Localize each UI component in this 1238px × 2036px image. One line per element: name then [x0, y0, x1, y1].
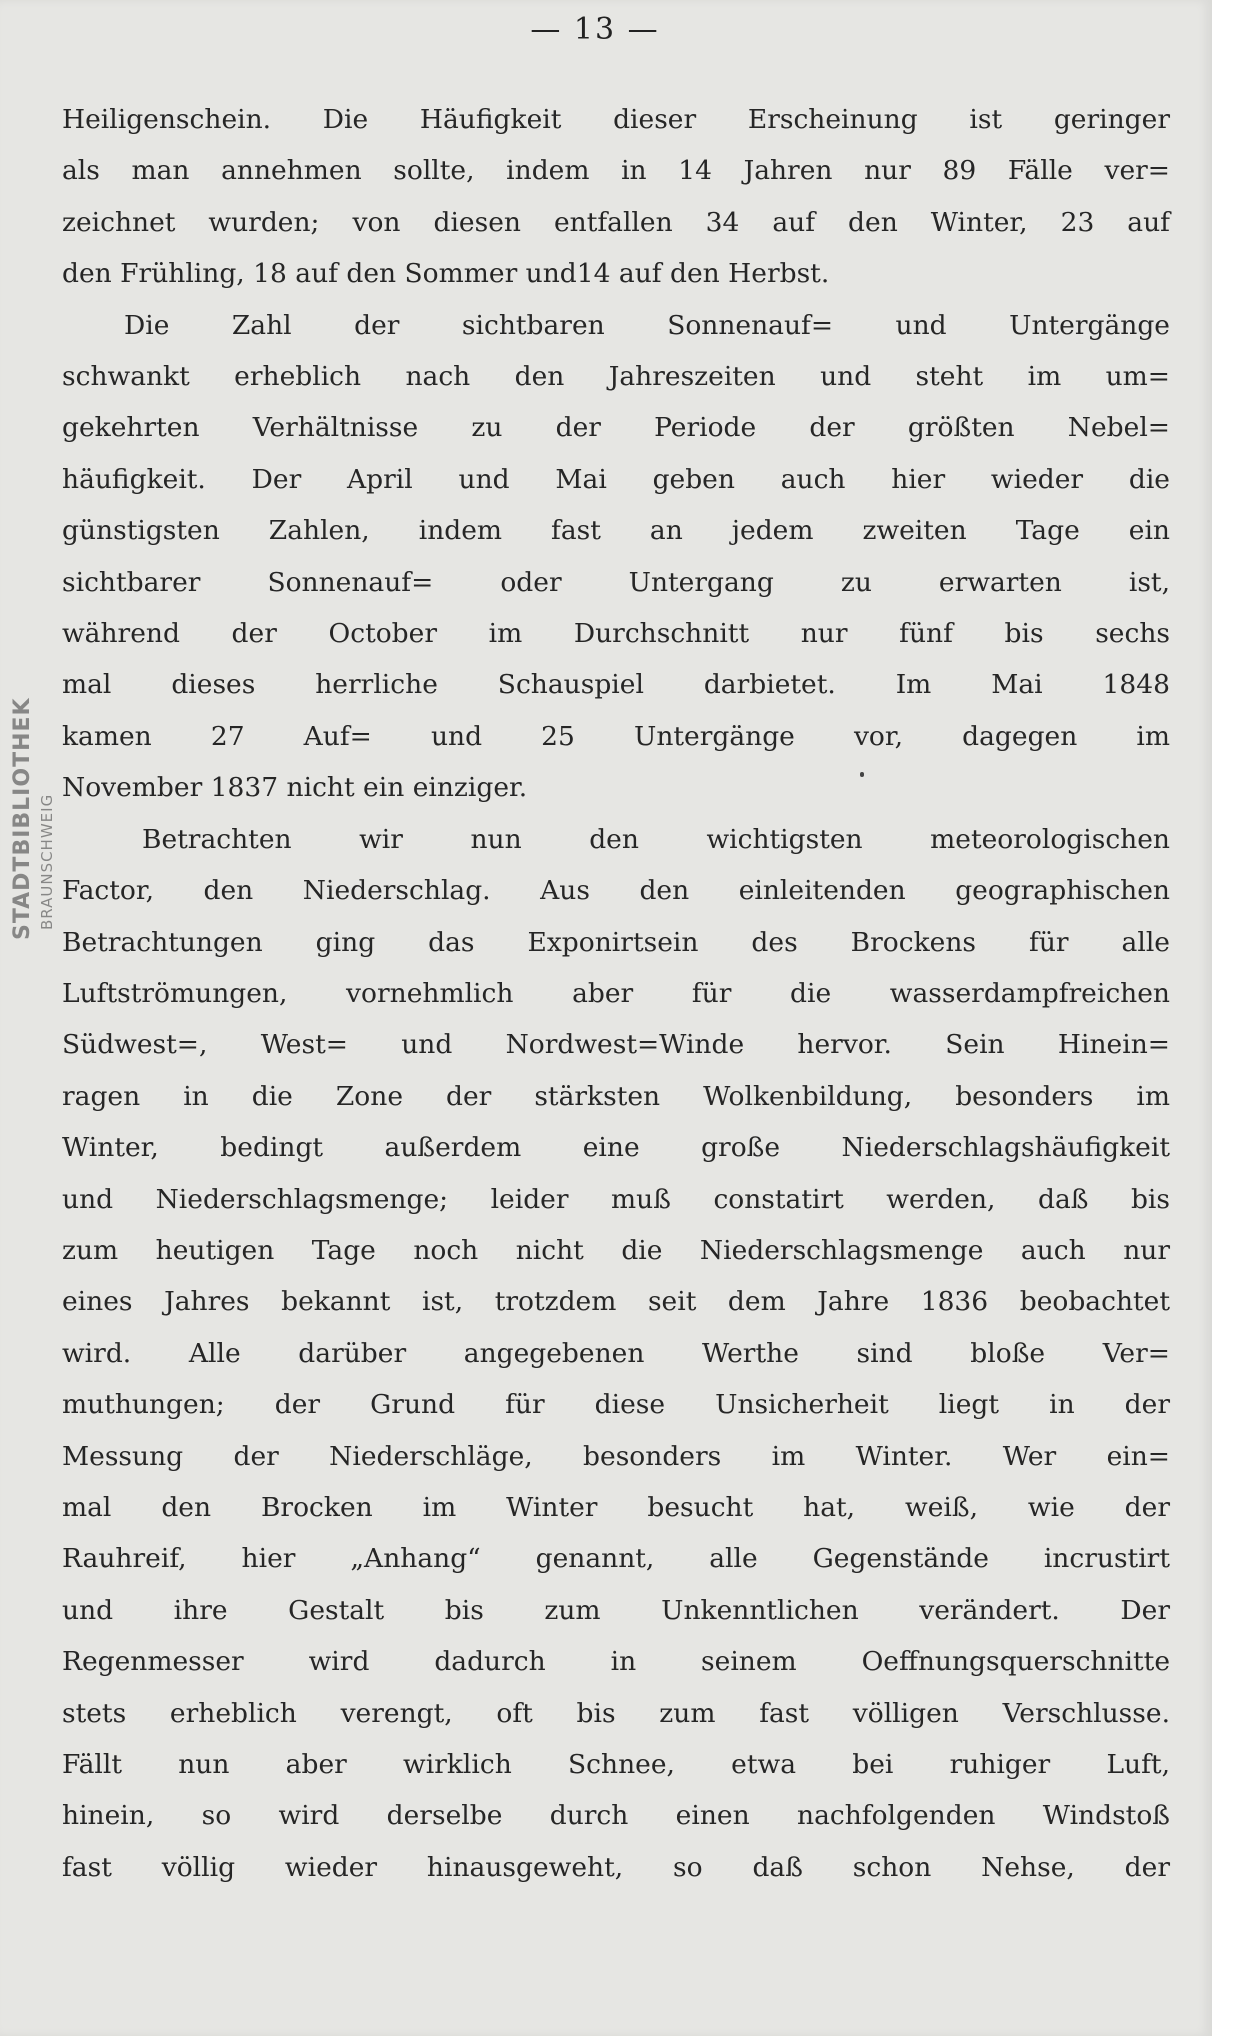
text-line: mal dieses herrliche Schauspiel darbietet. Im Mai 1848 — [62, 669, 1170, 701]
text-line: Regenmesser wird dadurch in seinem Oeffnungsquerschnitte — [62, 1646, 1170, 1678]
text-line: Rauhreif, hier „Anhang“ genannt, alle Gegenstände incrustirt — [62, 1543, 1170, 1575]
text-line: eines Jahres bekannt ist, trotzdem seit dem Jahre 1836 beobachtet — [62, 1286, 1170, 1318]
text-line: zum heutigen Tage noch nicht die Niederschlagsmenge auch nur — [62, 1234, 1170, 1266]
library-stamp-line-1: STADTBIBLIOTHEK — [10, 697, 35, 940]
text-line: Heiligenschein. Die Häufigkeit dieser Erscheinung ist geringer — [62, 104, 1170, 135]
text-line: und Niederschlagsmenge; leider muß constatirt werden, daß bis — [62, 1183, 1170, 1215]
paragraph-start-line: Betrachten wir nun den wichtigsten meteorologischen — [142, 823, 1170, 855]
text-line: gekehrten Verhältnisse zu der Periode der größten Nebel= — [62, 412, 1170, 444]
text-line: November 1837 nicht ein einziger. — [62, 772, 528, 804]
text-line: und ihre Gestalt bis zum Unkenntlichen verändert. Der — [62, 1594, 1170, 1626]
text-line: Fällt nun aber wirklich Schnee, etwa bei ruhiger Luft, — [62, 1749, 1170, 1780]
text-line: Luftströmungen, vornehmlich aber für die wasserdampfreichen — [62, 977, 1170, 1009]
text-line: Factor, den Niederschlag. Aus den einleitenden geographischen — [62, 875, 1170, 907]
library-stamp-line-2: BRAUNSCHWEIG — [38, 793, 56, 930]
text-line: Winter, bedingt außerdem eine große Niederschlagshäufigkeit — [62, 1132, 1170, 1164]
text-line: muthungen; der Grund für diese Unsicherheit liegt in der — [62, 1389, 1170, 1421]
text-line: während der October im Durchschnitt nur fünf bis sechs — [62, 618, 1170, 650]
text-line: fast völlig wieder hinausgeweht, so daß schon Nehse, der — [62, 1851, 1170, 1883]
text-line: Südwest=, West= und Nordwest=Winde hervor. Sein Hinein= — [62, 1029, 1170, 1061]
text-line: sichtbarer Sonnenauf= oder Untergang zu erwarten ist, — [62, 566, 1170, 598]
body-text — [62, 94, 1170, 1893]
text-line: günstigsten Zahlen, indem fast an jedem zweiten Tage ein — [62, 515, 1170, 547]
text-line: wird. Alle darüber angegebenen Werthe sind bloße Ver= — [62, 1337, 1170, 1369]
text-line: den Frühling, 18 auf den Sommer und14 auf den Herbst. — [62, 258, 830, 290]
text-line: als man annehmen sollte, indem in 14 Jahren nur 89 Fälle ver= — [62, 155, 1170, 187]
text-line: mal den Brocken im Winter besucht hat, weiß, wie der — [62, 1491, 1170, 1523]
text-line: zeichnet wurden; von diesen entfallen 34 auf den Winter, 23 auf — [62, 206, 1170, 238]
text-line: ragen in die Zone der stärksten Wolkenbildung, besonders im — [62, 1080, 1170, 1112]
text-line: hinein, so wird derselbe durch einen nachfolgenden Windstoß — [62, 1800, 1170, 1832]
text-line: Messung der Niederschläge, besonders im Winter. Wer ein= — [62, 1440, 1170, 1472]
paragraph-start-line: Die Zahl der sichtbaren Sonnenauf= und Untergänge — [124, 309, 1170, 341]
text-line: häufigkeit. Der April und Mai geben auch hier wieder die — [62, 463, 1170, 495]
text-line: stets erheblich verengt, oft bis zum fast völligen Verschlusse. — [62, 1697, 1170, 1729]
library-stamp — [4, 697, 64, 960]
text-line: kamen 27 Auf= und 25 Untergänge vor, dagegen im — [62, 720, 1170, 752]
text-line: schwankt erheblich nach den Jahreszeiten und steht im um= — [62, 361, 1170, 393]
text-line: Betrachtungen ging das Exponirtsein des Brockens für alle — [62, 926, 1170, 958]
page-number: — 13 — — [530, 12, 660, 47]
